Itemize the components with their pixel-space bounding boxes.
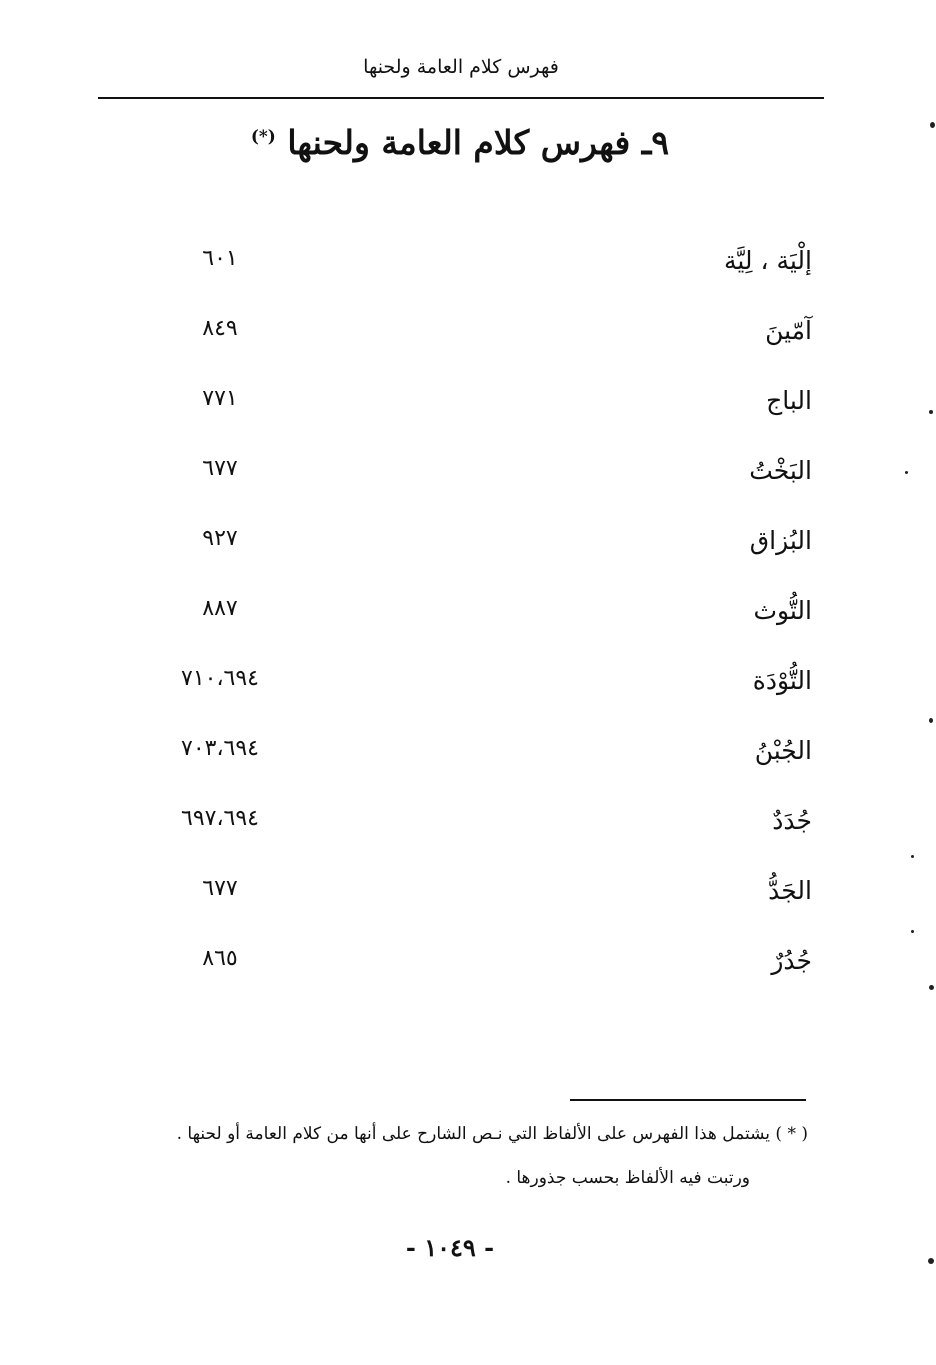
index-entry [0,590,936,660]
index-entry [0,310,936,380]
header-rule [98,97,824,99]
index-entry [0,870,936,940]
section-title-text: ٩ـ فهرس كلام العامة ولحنها [287,123,670,162]
entry-word: جُدُرٌ [771,946,812,975]
entry-word: الجَدُّ [768,876,812,905]
entry-page-refs: ٦٠١ [202,246,238,271]
entry-word: التُّوث [753,596,812,625]
entry-word: إلْيَة ، لِيَّة [723,246,812,275]
section-title [180,123,740,162]
page-number: - ١٠٤٩ - [405,1233,495,1262]
entry-word: البَخْتُ [749,456,812,485]
footnote-line: ( * ) يشتمل هذا الفهرس على الألفاظ التي نـص الشارح على أنها من كلام العامة أو لحنها . [176,1124,808,1144]
footnote [98,1112,808,1200]
index-entry [0,940,936,1010]
entry-word: البُزاق [749,526,812,555]
index-entry [0,520,936,590]
entry-page-refs: ٦٩٧،٦٩٤ [181,806,259,831]
entry-word: الجُبْنُ [754,736,812,765]
running-header: فهرس كلام العامة ولحنها [363,56,559,78]
scan-speck [905,471,908,474]
index-entry [0,380,936,450]
scan-speck [929,985,934,990]
entry-word: آمّينَ [765,316,812,345]
index-entry [0,450,936,520]
scan-speck [928,1258,934,1264]
entry-page-refs: ٦٧٧ [202,876,238,901]
entry-page-refs: ٦٧٧ [202,456,238,481]
index-entry [0,660,936,730]
entry-page-refs: ٨٨٧ [202,596,238,621]
entry-word: جُدَدٌ [772,806,812,835]
scan-speck [930,122,935,128]
entry-word: الباج [766,386,812,415]
index-list [0,240,936,1010]
entry-word: التُّوْدَة [752,666,812,695]
footnote-mark: (*) [250,127,276,147]
scan-speck [929,718,933,723]
scan-speck [911,855,914,858]
entry-page-refs: ٨٤٩ [202,316,238,341]
index-entry [0,730,936,800]
scan-speck [929,410,933,414]
entry-page-refs: ٧٧١ [202,386,238,411]
entry-page-refs: ٧١٠،٦٩٤ [181,666,259,691]
entry-page-refs: ٩٢٧ [202,526,238,551]
entry-page-refs: ٧٠٣،٦٩٤ [181,736,259,761]
index-entry [0,800,936,870]
index-entry [0,240,936,310]
entry-page-refs: ٨٦٥ [202,946,238,971]
footnote-line: ورتبت فيه الألفاظ بحسب جذورها . [505,1168,750,1188]
footnote-rule [570,1099,806,1101]
scan-speck [911,930,914,933]
